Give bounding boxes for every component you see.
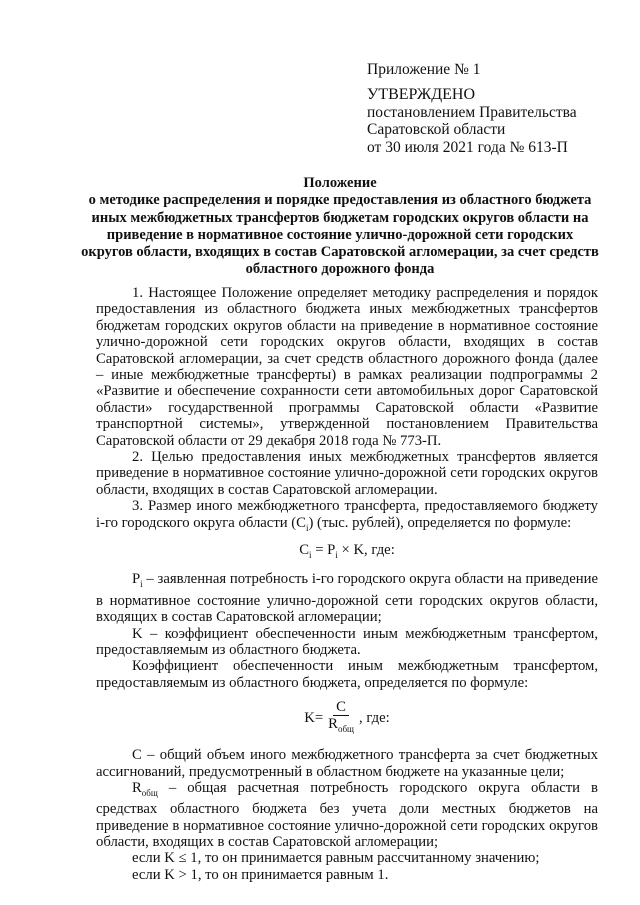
formula-k-denominator xyxy=(325,716,357,737)
formula-k-den-r: R xyxy=(328,716,338,733)
title-text: о методике распределения и порядке предоставления из областного бюджета иных межбюджетных трансфертов бюджетам городских округов области на приведение в нормативное состояние улично-дорожной сети городских округов области, входящих в состав Саратовской агломерации, за счет средств областного дорожного фонда xyxy=(81,192,599,278)
paragraph-k-gt-1: если K > 1, то он принимается равным 1. xyxy=(132,866,389,883)
document-title xyxy=(80,175,600,279)
paragraph-c: C – общий объем иного межбюджетного трансферта за счет бюджетных ассигнований, предусмотренный в областном бюджете на указанные цели; xyxy=(96,747,598,780)
title-heading: Положение xyxy=(303,175,377,191)
pi-subscript: i xyxy=(140,579,143,590)
formula-k xyxy=(96,699,598,737)
paragraph-r xyxy=(96,780,598,851)
formula-ci-c: C xyxy=(299,542,309,559)
r-subscript: общ xyxy=(141,787,158,798)
formula-k-den-sub: общ xyxy=(337,724,354,735)
paragraph-3 xyxy=(96,498,598,536)
p3-text-a: 3. Размер иного межбюджетного трансферта, предоставляемого бюджету i-го городского округа области (C xyxy=(96,498,598,531)
approved-line-2: Саратовской области xyxy=(367,121,506,138)
formula-k-numerator: C xyxy=(333,699,349,716)
paragraph-pi xyxy=(96,571,598,625)
paragraph-2: 2. Целью предоставления иных межбюджетных трансфертов является приведение в нормативное состояние улично-дорожной сети городских округов области, входящих в состав Саратовской агломерации. xyxy=(96,449,598,498)
paragraph-k-le-1: если K ≤ 1, то он принимается равным рассчитанному значению; xyxy=(132,850,540,867)
pi-symbol: P xyxy=(132,571,141,588)
formula-k-fraction xyxy=(325,699,357,737)
approval-block xyxy=(367,86,577,156)
formula-ci xyxy=(96,542,598,563)
r-symbol: R xyxy=(132,779,142,796)
paragraph-k: K – коэффициент обеспеченности иным межбюджетным трансфертом, предоставляемым из областного бюджета. xyxy=(96,625,598,658)
r-definition: – общая расчетная потребность городского округа области в средствах областного бюджета без учета доли местных бюджетов на приведение в нормативное состояние улично-дорожной сети городских округов области, входящих в состав Саратовской агломерации; xyxy=(96,779,598,851)
document-body xyxy=(96,285,598,883)
formula-k-end: , где: xyxy=(358,709,390,726)
approved-line-3: от 30 июля 2021 года № 613-П xyxy=(367,138,568,156)
pi-definition: – заявленная потребность i-го городского округа области на приведение в нормативное состояние улично-дорожной сети городских округов области, входящих в состав Саратовской агломерации; xyxy=(96,571,598,626)
formula-ci-end: × K, где: xyxy=(337,542,395,559)
paragraph-1: 1. Настоящее Положение определяет методику распределения и порядок предоставления из областного бюджета иных межбюджетных трансфертов бюджетам городских округов области на приведение в нормативное состояние улично-дорожной сети городских округов области, входящих в состав Саратовской агломерации, за счет средств областного дорожного фонда (далее – иные межбюджетные трансферты) в рамках реализации подпрограммы 2 «Развитие и обеспечение сохранности сети автомобильных дорог Саратовской области» государственной программы Саратовской области «Развитие транспортной системы», утвержденной постановлением Правительства Саратовской области от 29 декабря 2018 года № 773-П. xyxy=(96,285,598,449)
formula-ci-sub: i xyxy=(309,549,312,560)
approved-stamp: УТВЕРЖДЕНО xyxy=(367,86,476,103)
formula-ci-mid: = P xyxy=(311,542,336,559)
formula-pi-sub: i xyxy=(335,549,338,560)
formula-k-lhs: K= xyxy=(304,709,324,726)
paragraph-k-formula-intro: Коэффициент обеспеченности иным межбюджетным трансфертом, предоставляемым из областного бюджета, определяется по формуле: xyxy=(96,658,598,691)
p3-text-b: ) (тыс. рублей), определяется по формуле: xyxy=(308,514,572,531)
approved-line-1: постановлением Правительства xyxy=(367,103,577,121)
appendix-label: Приложение № 1 xyxy=(367,61,481,78)
p3-subscript: i xyxy=(305,522,309,533)
